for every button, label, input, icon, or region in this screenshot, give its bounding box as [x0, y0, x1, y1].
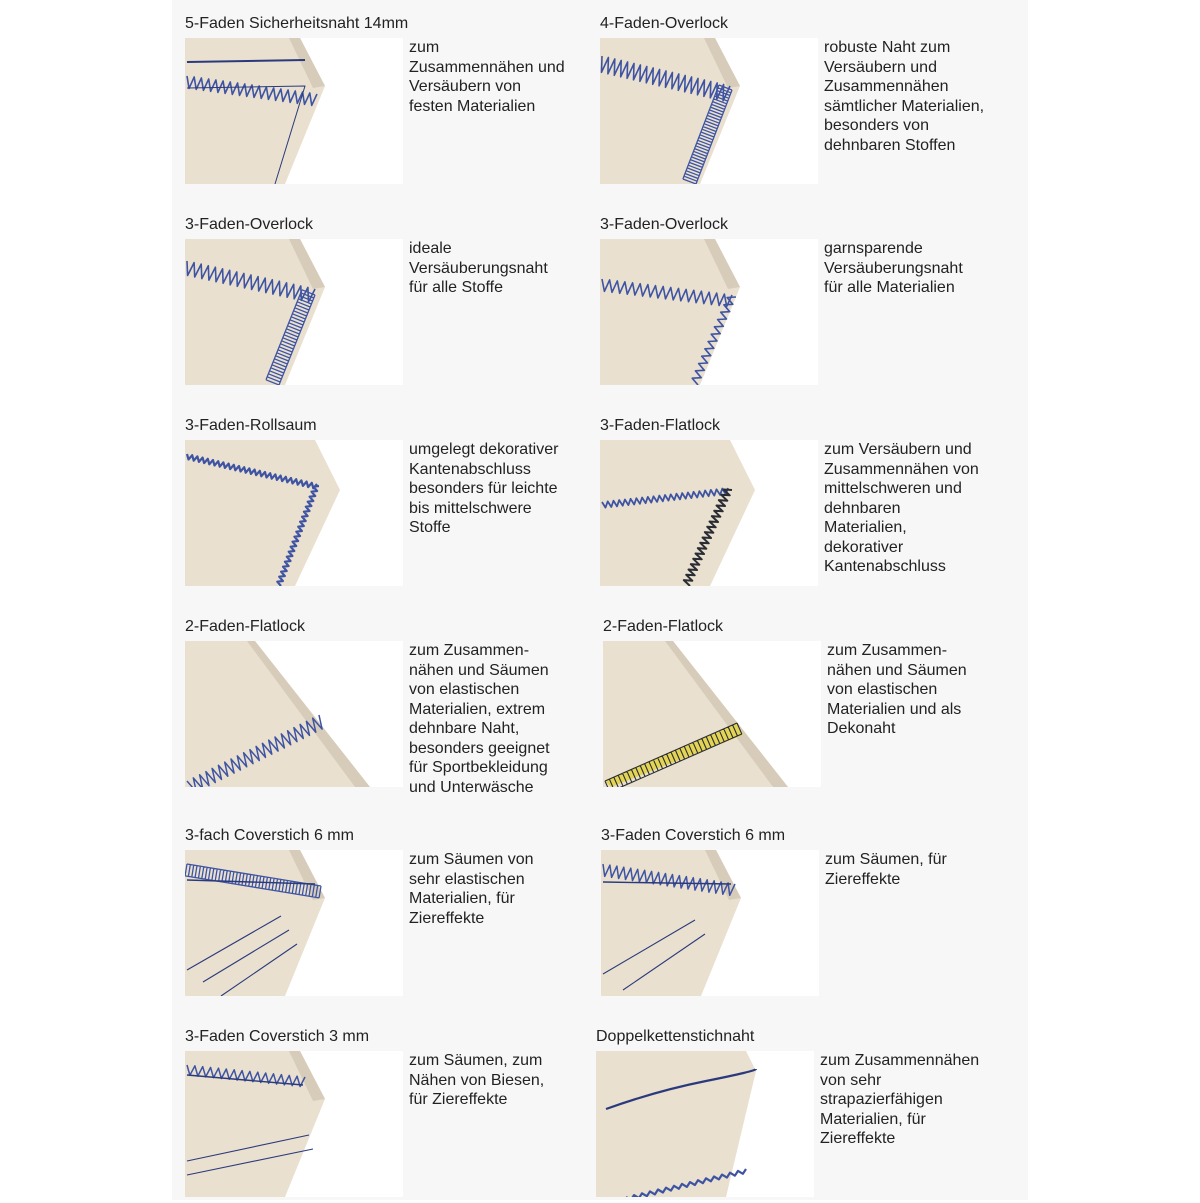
stitch-swatch-svg [185, 440, 403, 586]
stitch-swatch-image [601, 850, 819, 996]
stitch-swatch-svg [596, 1051, 814, 1197]
stitch-entry [603, 603, 1017, 793]
stitch-swatch-svg [603, 641, 821, 787]
stitch-title: 2-Faden-Flatlock [603, 618, 724, 635]
stitch-entry [185, 1013, 599, 1203]
stitch-description: zum Versäubern und Zusammennähen von mittelschweren und dehnbaren Materialien, dekorativer Kantenabschluss [824, 441, 979, 575]
stitch-swatch-image [600, 239, 818, 385]
stitch-entry [185, 402, 599, 592]
stitch-description: umgelegt dekorativer Kantenabschluss besonders für leichte bis mittelschwere Stoffe [409, 441, 559, 536]
stitch-entry [600, 0, 1014, 190]
stitch-title: 3-fach Coverstich 6 mm [185, 827, 354, 844]
stitch-swatch-svg [600, 239, 818, 385]
stitch-description: zum Säumen, für Ziereffekte [825, 851, 947, 888]
stitch-entry [600, 402, 1014, 592]
stitch-swatch-svg [185, 239, 403, 385]
stitch-swatch-image [600, 38, 818, 184]
stitch-entry [596, 1013, 1010, 1203]
stitch-swatch-image [185, 239, 403, 385]
stitch-title: 3-Faden-Flatlock [600, 417, 721, 434]
stitch-title: 3-Faden-Rollsaum [185, 417, 317, 434]
stitch-title: 3-Faden Coverstich 6 mm [601, 827, 786, 844]
stitch-swatch-image [600, 440, 818, 586]
stitch-description: zum Zusammen- nähen und Säumen von elastischen Materialien und als Dekonaht [827, 642, 967, 737]
stitch-description: zum Säumen, zum Nähen von Biesen, für Ziereffekte [409, 1052, 545, 1108]
stitch-entry [185, 812, 599, 1002]
stitch-swatch-svg [600, 440, 818, 586]
stitch-description: garnsparende Versäuberungsnaht für alle Materialien [824, 240, 963, 296]
stitch-swatch-svg [601, 850, 819, 996]
stitch-swatch-image [603, 641, 821, 787]
stitch-title: 3-Faden-Overlock [185, 216, 314, 233]
stitch-title: 2-Faden-Flatlock [185, 618, 306, 635]
stitch-description: zum Zusammen- nähen und Säumen von elastischen Materialien, extrem dehnbare Naht, besonders geeignet für Sportbekleidung und Unterwäsche [409, 642, 550, 796]
stitch-swatch-image [185, 641, 403, 787]
stitch-swatch-image [596, 1051, 814, 1197]
stitch-swatch-image [185, 38, 403, 184]
stitch-title: Doppelkettenstichnaht [596, 1028, 755, 1045]
stitch-description: ideale Versäuberungsnaht für alle Stoffe [409, 240, 548, 296]
stitch-entry [185, 603, 599, 796]
stitch-swatch-image [185, 440, 403, 586]
stitch-entry [185, 201, 599, 391]
stitch-swatch-svg [185, 1051, 403, 1197]
stitch-description: zum Zusammennähen von sehr strapazierfähigen Materialien, für Ziereffekte [820, 1052, 980, 1147]
stitch-swatch-image [185, 850, 403, 996]
stitch-entry [185, 0, 599, 190]
stitch-swatch-image [185, 1051, 403, 1197]
stitch-title: 5-Faden Sicherheitsnaht 14mm [185, 15, 409, 32]
stitch-entry [600, 201, 1014, 391]
stitch-swatch-svg [600, 38, 818, 184]
stitch-description: zum Säumen von sehr elastischen Materialien, für Ziereffekte [409, 851, 534, 927]
stitch-title: 4-Faden-Overlock [600, 15, 729, 32]
stitch-description: zum Zusammennähen und Versäubern von festen Materialien [409, 39, 565, 115]
stitch-swatch-svg [185, 38, 403, 184]
stitch-swatch-svg [185, 641, 403, 787]
stitch-description: robuste Naht zum Versäubern und Zusammennähen sämtlicher Materialien, besonders von dehnbaren Stoffen [824, 39, 985, 154]
stitch-title: 3-Faden-Overlock [600, 216, 729, 233]
stitch-title: 3-Faden Coverstich 3 mm [185, 1028, 370, 1045]
stitch-swatch-svg [185, 850, 403, 996]
stitch-entry [601, 812, 1015, 1002]
